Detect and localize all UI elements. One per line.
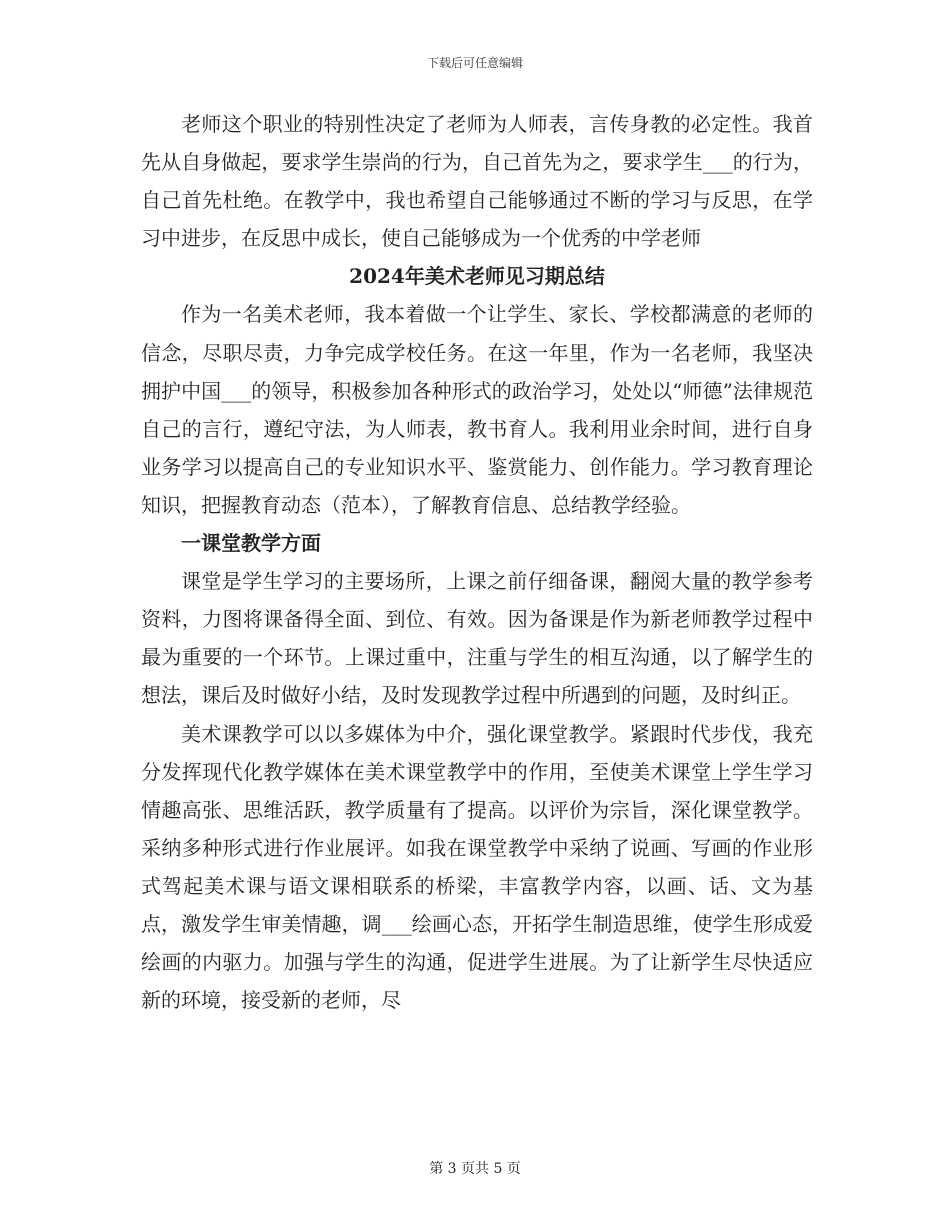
section-heading-classroom: 一课堂教学方面 bbox=[181, 531, 321, 556]
paragraph-overview: 作为一名美术老师，我本着做一个让学生、家长、学校都满意的老师的信念，尽职尽责，力争完成学校任务。在这一年里，作为一名老师，我坚决拥护中国___的领导，积极参加各种形式的政治学习，处处以“师德”法律规范自己的言行，遵纪守法，为人师表，教书育人。我利用业余时间，进行自身业务学习以提高自己的专业知识水平、鉴赏能力、创作能力。学习教育理论知识，把握教育动态（范本），了解教育信息、总结教学经验。 bbox=[141, 302, 813, 517]
document-body bbox=[141, 105, 813, 1019]
page-footer: 第 3 页共 5 页 bbox=[429, 1161, 521, 1177]
paragraph-classroom: 课堂是学生学习的主要场所，上课之前仔细备课，翻阅大量的教学参考资料，力图将课备得全面、到位、有效。因为备课是作为新老师教学过程中最为重要的一个环节。上课过重中，注重与学生的相互沟通，以了解学生的想法，课后及时做好小结，及时发现教学过程中所遇到的问题，及时纠正。 bbox=[141, 569, 813, 708]
document-title: 2024年美术老师见习期总结 bbox=[349, 264, 605, 289]
paragraph-intro: 老师这个职业的特别性决定了老师为人师表，言传身教的必定性。我首先从自身做起，要求学生崇尚的行为，自己首先为之，要求学生___的行为，自己首先杜绝。在教学中，我也希望自己能够通过不断的学习与反思，在学习中进步，在反思中成长，使自己能够成为一个优秀的中学老师 bbox=[141, 112, 813, 251]
paragraph-multimedia: 美术课教学可以以多媒体为中介，强化课堂教学。紧跟时代步伐，我充分发挥现代化教学媒体在美术课堂教学中的作用，至使美术课堂上学生学习情趣高张、思维活跃，教学质量有了提高。以评价为宗旨，深化课堂教学。采纳多种形式进行作业展评。如我在课堂教学中采纳了说画、写画的作业形式驾起美术课与语文课相联系的桥梁，丰富教学内容，以画、话、文为基点，激发学生审美情趣，调___绘画心态，开拓学生制造思维，使学生形成爱绘画的内驱力。加强与学生的沟通，促进学生进展。为了让新学生尽快适应新的环境，接受新的老师，尽 bbox=[141, 721, 813, 1013]
page-header: 下载后可任意编辑 bbox=[426, 56, 523, 70]
